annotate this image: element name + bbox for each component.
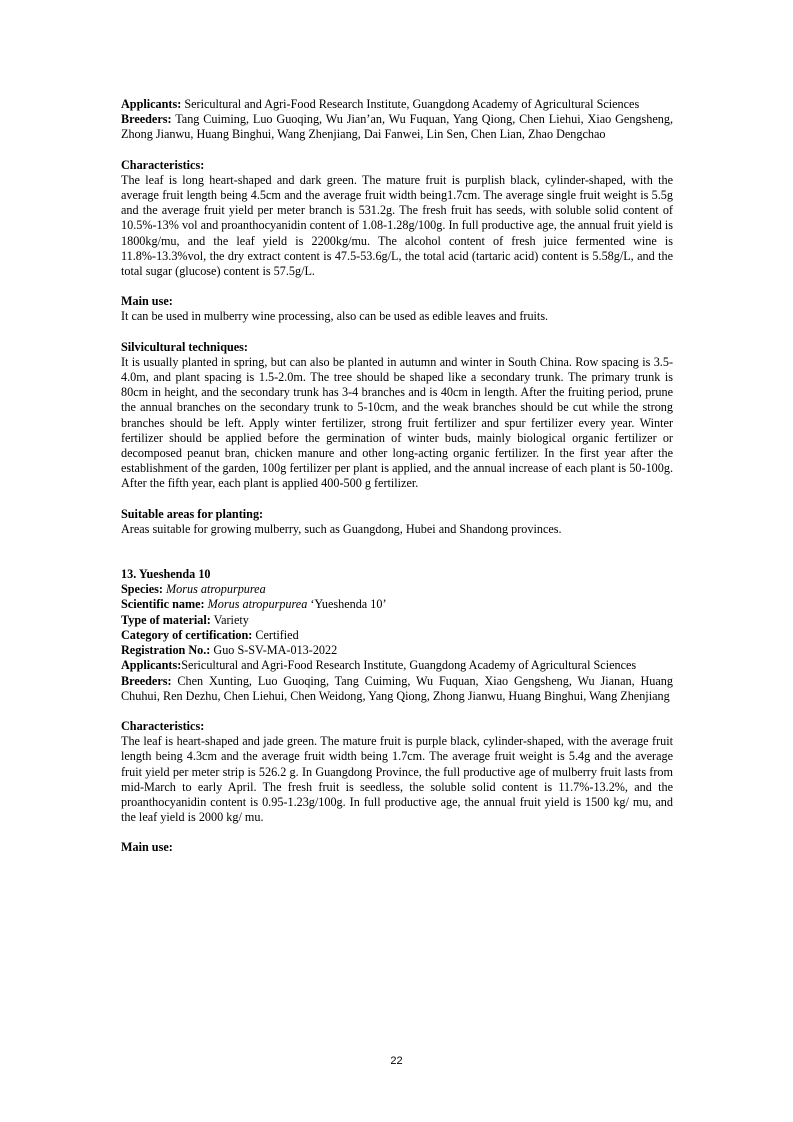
entry13-title [121,567,673,582]
applicants-label: Applicants: [121,658,182,673]
section-heading: Main use: [121,294,173,309]
entry-title: 13. Yueshenda 10 [121,567,211,582]
entry13-species [121,582,673,597]
entry12-suitable-heading [121,507,673,522]
applicants-label: Applicants: [121,97,182,111]
page-number: 22 [390,1055,403,1067]
document-page [121,97,673,856]
section-heading: Silvicultural techniques: [121,339,248,354]
scientific-genus-species: Morus atropurpurea [207,597,308,612]
breeders-value: Chen Xunting, Luo Guoqing, Tang Cuiming, Wu Fuquan, Xiao Gengsheng, Wu Jianan, Huang Chuhui, Ren Dezhu, Chen Liehui, Chen Weidong, Yang Qiong, Zhong Jianwu, Huang Binghui, Wang Zhenjiang [121,673,673,703]
section-heading: Characteristics: [121,718,205,733]
entry12-main-use-text: It can be used in mulberry wine processing, also can be used as edible leaves and fruits. [121,309,549,324]
applicants-value: Sericultural and Agri-Food Research Institute, Guangdong Academy of Agricultural Sciences [181,97,640,111]
entry12-suitable-text: Areas suitable for growing mulberry, such as Guangdong, Hubei and Shandong provinces. [121,521,562,536]
entry13-breeders [121,674,673,704]
scientific-label: Scientific name: [121,597,205,612]
entry13-registration [121,643,673,658]
species-label: Species: [121,582,163,597]
entry13-certification [121,628,673,643]
registration-value: Guo S-SV-MA-013-2022 [210,643,338,658]
entry12-characteristics-heading [121,158,673,173]
entry12-main-use-heading [121,294,673,309]
breeders-value: Tang Cuiming, Luo Guoqing, Wu Jian’an, Wu Fuquan, Yang Qiong, Chen Liehui, Xiao Gengsheng, Zhong Jianwu, Huang Binghui, Wang Zhenjiang, Dai Fanwei, Lin Sen, Chen Lian, Zhao Dengchao [121,112,673,142]
section-heading: Characteristics: [121,157,205,172]
species-value: Morus atropurpurea [166,582,266,597]
entry12-applicants [121,97,673,112]
entry12-breeders [121,112,673,142]
entry13-applicants [121,658,673,673]
entry13-scientific-name [121,597,673,612]
entry13-characteristics-text: The leaf is heart-shaped and jade green. The mature fruit is purple black, cylinder-shaped, with the average fruit length being 4.3cm and the average fruit width being 1.7cm. The average fruit weight is 5.4g and the average fruit yield per meter strip is 526.2 g. In Guangdong Province, the full productive age of mulberry fruit lasts from mid-March to early April. The fresh fruit is seedless, the soluble solid content is 11.7%-13.2%, and the proanthocyanidin content is 0.95-1.23g/100g. In full productive age, the annual fruit yield is 1500 kg/ mu, and the leaf yield is 2000 kg/ mu. [121,734,673,825]
entry13-material [121,613,673,628]
breeders-label: Breeders: [121,673,172,688]
certification-label: Category of certification: [121,627,253,642]
registration-label: Registration No.: [121,643,211,658]
scientific-cultivar: ‘Yueshenda 10’ [307,597,387,612]
entry13-main-use-heading [121,840,673,855]
entry13-characteristics-heading [121,719,673,734]
entry12-silvicultural-text: It is usually planted in spring, but can also be planted in autumn and winter in South China. Row spacing is 3.5-4.0m, and plant spacing is 1.5-2.0m. The tree should be shaped like a secondary trunk. The primary trunk is 80cm in height, and the secondary trunk has 3-4 branches and is 40cm in length. After the fruiting period, prune the annual branches on the secondary trunk to 5-10cm, and the weak branches should be cut while the strong branches should be left. Apply winter fertilizer, strong fruit fertilizer and spur fertilizer every year. Winter fertilizer should be applied before the germination of winter buds, mainly biological organic fertilizer or decomposed peanut bran, chicken manure and other long-acting organic fertilizer. In the first year after the establishment of the garden, 100g fertilizer per plant is applied, and the annual increase of each plant is 50-100g. After the fifth year, each plant is applied 400-500 g fertilizer. [121,354,673,491]
entry12-silvicultural-heading [121,340,673,355]
applicants-value: Sericultural and Agri-Food Research Institute, Guangdong Academy of Agricultural Sciences [181,658,637,673]
material-label: Type of material: [121,612,211,627]
section-heading: Main use: [121,840,173,855]
certification-value: Certified [252,627,299,642]
material-value: Variety [210,612,249,627]
section-heading: Suitable areas for planting: [121,506,264,521]
entry12-characteristics-text: The leaf is long heart-shaped and dark green. The mature fruit is purplish black, cylinder-shaped, with the average fruit length being 4.5cm and the average fruit width being1.7cm. The average single fruit weight is 5.5g and the average fruit yield per meter branch is 531.2g. The fresh fruit has seeds, with soluble solid content of 10.5%-13% vol and proanthocyanidin content of 1.08-1.28g/100g. In full productive age, the annual fruit yield is 1800kg/mu, and the leaf yield is 2200kg/mu. The alcohol content of fresh juice fermented wine is 11.8%-13.3%vol, the dry extract content is 47.5-53.6g/L, the total acid (tartaric acid) content is 5.58g/L, and the total sugar (glucose) content is 57.5g/L. [121,172,673,279]
breeders-label: Breeders: [121,112,172,127]
